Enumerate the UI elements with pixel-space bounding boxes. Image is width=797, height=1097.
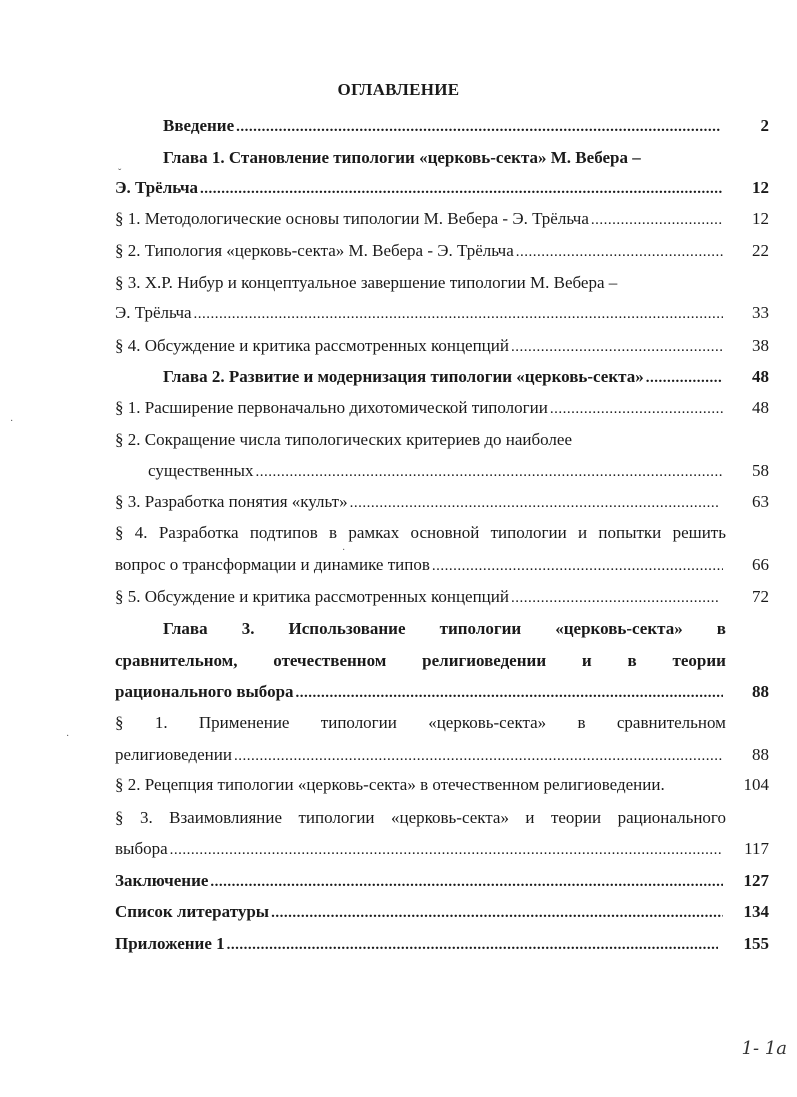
toc-word: 4. [134,523,148,542]
toc-page-number: 63 [752,492,769,511]
toc-word: теории [672,651,726,670]
toc-entry-text: существенных [148,461,254,480]
toc-section-1-4 [115,336,725,360]
toc-chapter-1-line2 [115,178,725,202]
toc-entry-text: рационального выбора [115,682,294,701]
toc-chapter-1-line1 [163,148,641,172]
toc-page-number: 22 [752,241,769,260]
toc-section-2-3 [115,492,720,516]
toc-entry-text: § 2. Сокращение числа типологических критериев до наиболее [115,430,573,449]
toc-word: Глава [163,619,208,638]
leader-dots [194,306,723,323]
toc-word: Использование [288,619,406,638]
toc-section-2-2-line1 [115,430,572,454]
toc-section-2-1 [115,398,725,422]
leader-dots [591,212,723,229]
toc-word: в [627,651,637,670]
toc-word: и [581,651,592,670]
toc-entry-text: Глава 2. Развитие и модернизация типологии «церковь-секта» [163,367,644,386]
toc-section-3-2 [115,775,665,799]
toc-entry-text: Список литературы [115,902,270,921]
toc-word: решить [672,523,726,542]
toc-page-number: 66 [752,555,769,574]
toc-section-2-4-line1 [115,523,726,547]
toc-word: основной [410,523,480,542]
leader-dots [646,370,723,387]
toc-word: в [329,523,338,542]
toc-entry-text: § 3. Х.Р. Нибур и концептуальное завершение типологии М. Вебера – [115,273,618,292]
toc-word: сравнительном, [115,651,238,670]
toc-section-3-1-line2 [115,745,725,769]
toc-entry-text: Приложение 1 [115,934,225,953]
toc-chapter-3-line3 [115,682,725,706]
toc-page-number: 127 [743,871,769,890]
toc-word: § [115,713,124,732]
leader-dots [271,905,723,922]
leader-dots [296,685,723,702]
handwritten-note: 1- 1a [741,1038,787,1059]
leader-dots [516,244,723,261]
toc-section-1-3-line1 [115,273,617,297]
toc-section-2-4-line2 [115,555,725,579]
toc-entry-text: Глава 1. Становление типологии «церковь-секта» М. Вебера – [163,148,641,167]
toc-word: попытки [598,523,662,542]
toc-page-number: 104 [743,775,769,794]
toc-word: типологии [320,713,397,732]
leader-dots [227,937,718,954]
toc-section-2-2-line2 [148,461,725,485]
toc-word: «церковь-секта» [428,713,547,732]
toc-chapter-3-line1 [163,619,726,643]
toc-page-number: 33 [752,303,769,322]
toc-page-number: 117 [744,839,769,858]
toc-entry-text: § 3. Разработка понятия «культ» [115,492,348,511]
toc-page-number: 88 [752,682,769,701]
toc-word: и [577,523,588,542]
toc-word: 1. [154,713,168,732]
toc-word: § [115,523,124,542]
leader-dots [511,339,723,356]
toc-entry-text: Введение [163,116,235,135]
page-title: ОГЛАВЛЕНИЕ [337,80,460,99]
toc-entry-text: вопрос о трансформации и динамике типов [115,555,430,574]
toc-word: отечественном [273,651,387,670]
toc-word: Применение [198,713,290,732]
toc-page-number: 72 [752,587,769,606]
toc-word: типологии [298,808,375,827]
toc-section-2-5 [115,587,720,611]
toc-word: теории [550,808,602,827]
toc-entry-text: религиоведении [115,745,232,764]
toc-word: Взаимовлияние [169,808,283,827]
toc-word: 3. [139,808,153,827]
leader-dots [234,748,723,765]
toc-word: подтипов [249,523,318,542]
toc-entry-literature [115,902,725,926]
toc-entry-text: § 1. Расширение первоначально дихотомической типологии [115,398,548,417]
toc-word: § [115,808,124,827]
toc-word: «церковь-секта» [555,619,683,638]
toc-entry-text: § 2. Рецепция типологии «церковь-секта» в отечественном религиоведении. [115,775,665,794]
toc-word: Разработка [158,523,239,542]
toc-page-number: 88 [752,745,769,764]
toc-entry-intro [163,116,723,140]
toc-word: рационального [617,808,726,827]
toc-word: 3. [241,619,255,638]
toc-word: в [716,619,726,638]
toc-entry-text: Э. Трёльча [115,303,192,322]
toc-chapter-3-line2 [115,651,726,675]
toc-entry-text: § 1. Методологические основы типологии М. Вебера - Э. Трёльча [115,209,589,228]
leader-dots [432,558,723,575]
toc-entry-appendix [115,934,720,958]
toc-page-number: 38 [752,336,769,355]
toc-chapter-2 [163,367,725,391]
toc-entry-text: Заключение [115,871,209,890]
toc-section-1-1 [115,209,725,233]
toc-word: типологии [490,523,567,542]
toc-word: сравнительном [616,713,726,732]
toc-section-1-3-line2 [115,303,725,327]
leader-dots [236,119,721,136]
toc-word: в [577,713,586,732]
leader-dots [210,874,723,891]
scan-speck: · [342,545,346,556]
leader-dots [255,464,723,481]
toc-word: «церковь-секта» [390,808,509,827]
toc-entry-text: Э. Трёльча [115,178,199,197]
toc-word: и [525,808,535,827]
leader-dots [350,495,718,512]
scan-speck: ˇ [118,168,122,179]
toc-entry-conclusion [115,871,725,895]
toc-page-number: 155 [743,934,769,953]
toc-entry-text: § 4. Обсуждение и критика рассмотренных концепций [115,336,509,355]
toc-page-number: 48 [752,398,769,417]
scan-speck: · [10,416,14,427]
toc-section-3-3-line2 [115,839,725,863]
toc-page-number: 2 [760,116,769,135]
toc-page-number: 12 [752,209,769,228]
toc-page-number: 58 [752,461,769,480]
toc-page-number: 134 [743,902,769,921]
toc-entry-text: § 2. Типология «церковь-секта» М. Вебера - Э. Трёльча [115,241,514,260]
leader-dots [170,842,723,859]
toc-word: религиоведении [422,651,547,670]
toc-page-number: 12 [752,178,769,197]
leader-dots [200,181,723,198]
toc-entry-text: выбора [115,839,168,858]
toc-section-1-2 [115,241,725,265]
scan-speck: · [66,731,70,742]
toc-entry-text: § 5. Обсуждение и критика рассмотренных концепций [115,587,509,606]
toc-page-number: 48 [752,367,769,386]
toc-word: рамках [348,523,400,542]
toc-word: типологии [439,619,522,638]
leader-dots [550,401,723,418]
toc-section-3-3-line1 [115,808,726,832]
toc-section-3-1-line1 [115,713,726,737]
leader-dots [511,590,718,607]
